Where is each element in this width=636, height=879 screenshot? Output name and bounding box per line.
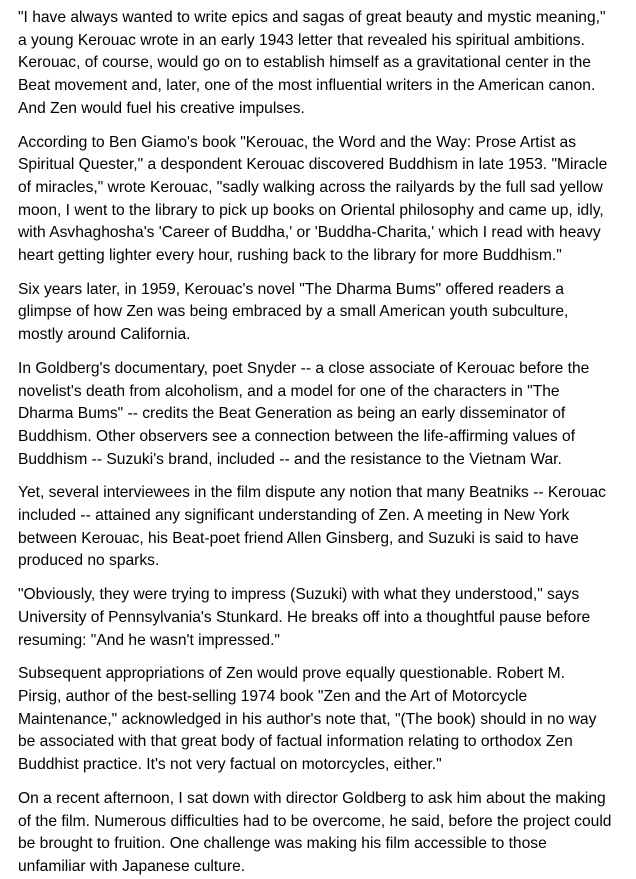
paragraph-stunkard: "Obviously, they were trying to impress (Suzuki) with what they understood," says University of Pennsylvania's Stunkard. He breaks off into a thoughtful pause before resuming: "And he wasn't impressed." [18,586,591,649]
paragraph-snyder: In Goldberg's documentary, poet Snyder -- a close associate of Kerouac before the novelist's death from alcoholism, and a model for one of the characters in "The Dharma Bums" -- credits the Beat Generation as being an early disseminator of Buddhism. Other observers see a connection between the life-affirming values of Buddhism -- Suzuki's brand, included -- and the resistance to the Vietnam War. [18,359,590,468]
paragraph-goldberg-interview: On a recent afternoon, I sat down with director Goldberg to ask him about the making of the film. Numerous difficulties had to be overcome, he said, before the project could be brought to fruition. One challenge was making his film accessible to those unfamiliar with Japanese culture. [18,789,612,875]
paragraph-dharma-bums: Six years later, in 1959, Kerouac's novel "The Dharma Bums" offered readers a glimpse of how Zen was being embraced by a small American youth subculture, mostly around California. [18,280,569,344]
paragraph-pirsig: Subsequent appropriations of Zen would prove equally questionable. Robert M. Pirsig, author of the best-selling 1974 book "Zen and the Art of Motorcycle Maintenance," acknowledged in his author's note that, "(The book) should in no way be associated with that great body of factual information relating to orthodox Zen Buddhist practice. It's not very factual on motorcycles, either." [18,665,597,774]
paragraph-giamo-book: According to Ben Giamo's book "Kerouac, the Word and the Way: Prose Artist as Spiritual Quester," a despondent Kerouac discovered Buddhism in late 1953. "Miracle of miracles," wrote Kerouac, "sadly walking across the railyards by the full sad yellow moon, I went to the library to pick up books on Oriental philosophy and came up, idly, with Asvhaghosha's 'Career of Buddha,' or 'Buddha-Charita,' which I read with heavy heart getting lighter every hour, rushing back to the library for more Buddhism." [18,133,608,265]
paragraph-kerouac-letter: "I have always wanted to write epics and sagas of great beauty and mystic meaning," a young Kerouac wrote in an early 1943 letter that revealed his spiritual ambitions. Kerouac, of course, would go on to establish himself as a gravitational center in the Beat movement and, later, one of the most influential writers in the American canon. And Zen would fuel his creative impulses. [18,9,606,117]
paragraph-beatniks: Yet, several interviewees in the film dispute any notion that many Beatniks -- Kerouac included -- attained any significant understanding of Zen. A meeting in New York between Kerouac, his Beat-poet friend Allen Ginsberg, and Suzuki is said to have produced no sparks. [18,484,606,570]
